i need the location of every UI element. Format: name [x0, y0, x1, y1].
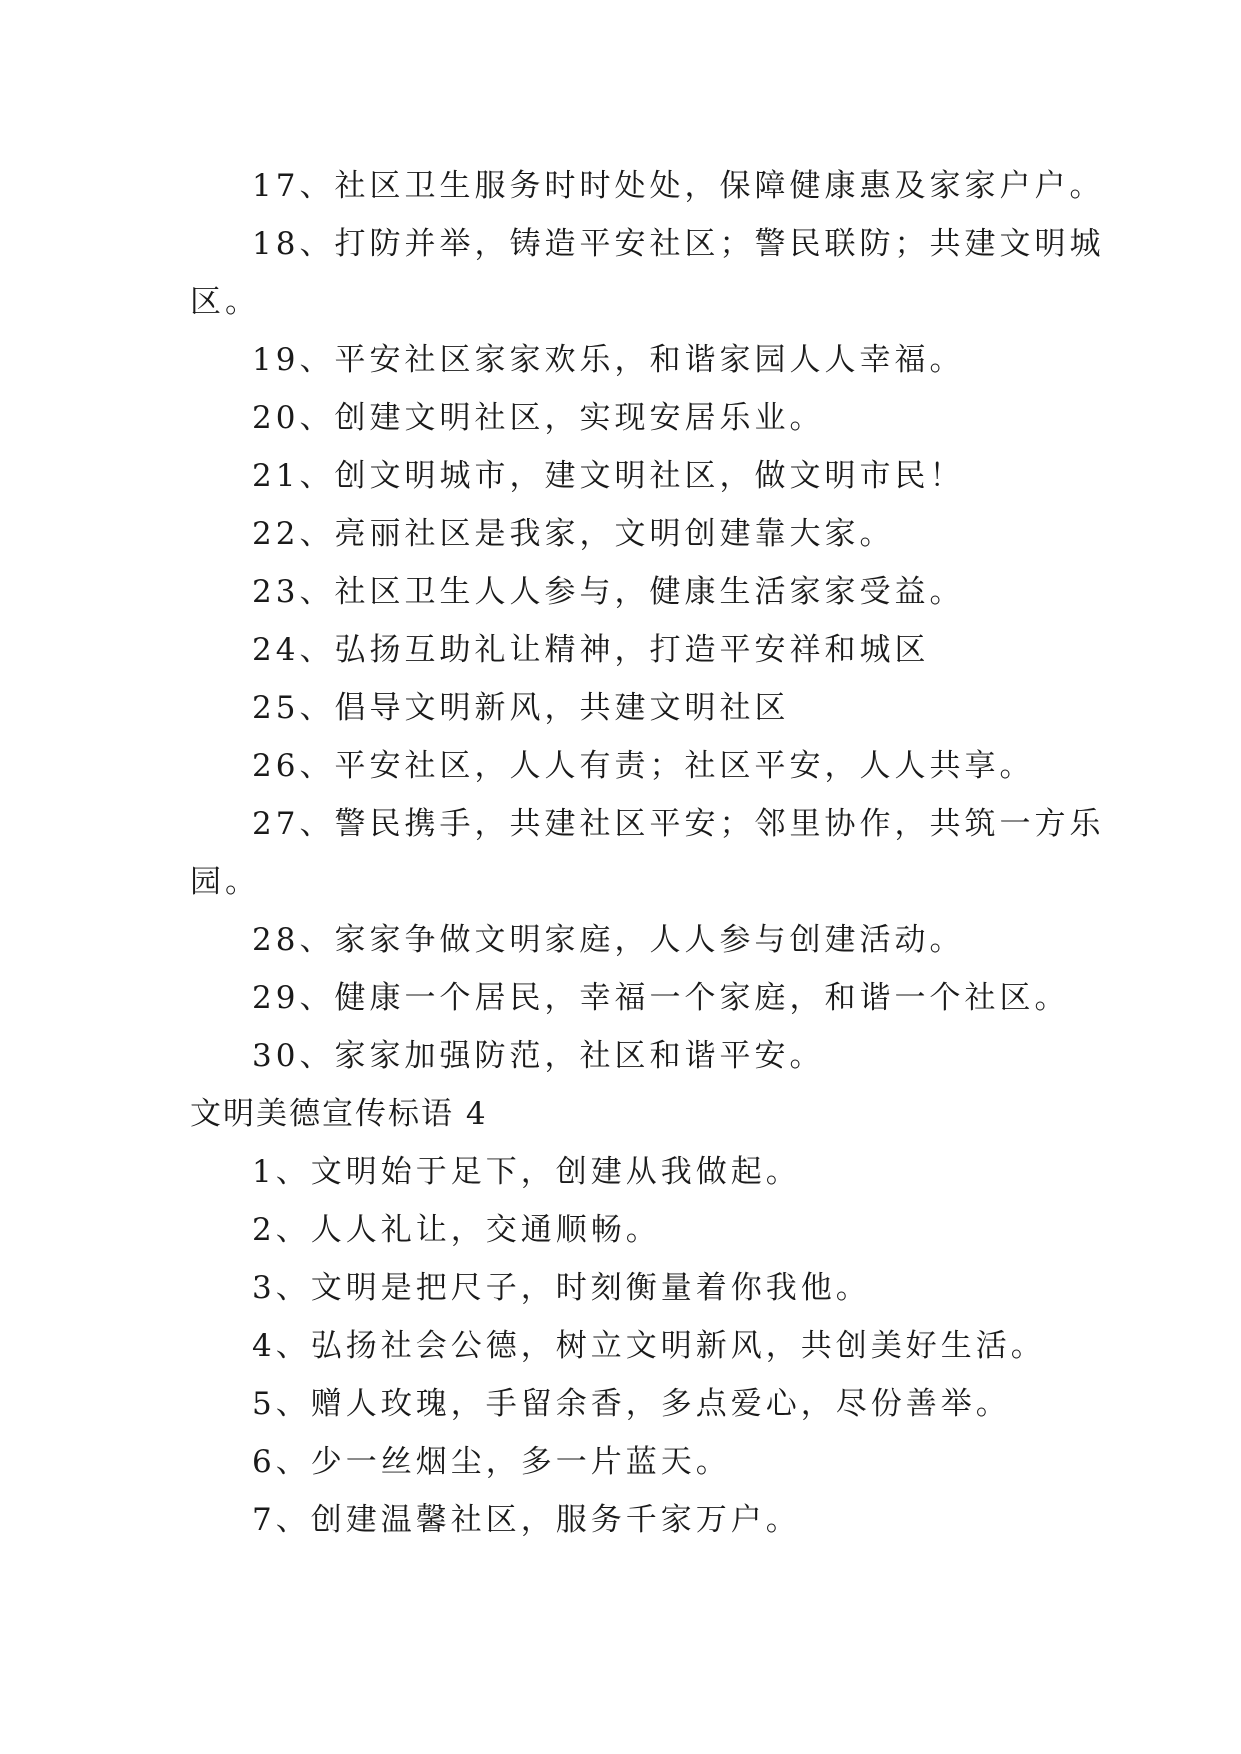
section-heading: 文明美德宣传标语 4 [190, 1096, 488, 1132]
slogan-7: 7、创建温馨社区，服务千家万户。 [252, 1502, 801, 1538]
slogan-26: 26、平安社区，人人有责；社区平安，人人共享。 [252, 748, 1035, 784]
slogan-27-continuation: 园。 [190, 864, 260, 900]
slogan-23: 23、社区卫生人人参与，健康生活家家受益。 [252, 574, 965, 610]
slogan-6: 6、少一丝烟尘，多一片蓝天。 [252, 1444, 731, 1480]
slogan-24: 24、弘扬互助礼让精神，打造平安祥和城区 [252, 632, 930, 668]
slogan-18: 18、打防并举，铸造平安社区；警民联防；共建文明城 [252, 226, 1105, 262]
slogan-21: 21、创文明城市，建文明社区，做文明市民！ [252, 458, 965, 494]
slogan-2: 2、人人礼让，交通顺畅。 [252, 1212, 661, 1248]
slogan-29: 29、健康一个居民，幸福一个家庭，和谐一个社区。 [252, 980, 1070, 1016]
slogan-30: 30、家家加强防范，社区和谐平安。 [252, 1038, 825, 1074]
slogan-4: 4、弘扬社会公德，树立文明新风，共创美好生活。 [252, 1328, 1046, 1364]
slogan-17: 17、社区卫生服务时时处处，保障健康惠及家家户户。 [252, 168, 1105, 204]
slogan-19: 19、平安社区家家欢乐，和谐家园人人幸福。 [252, 342, 965, 378]
slogan-22: 22、亮丽社区是我家，文明创建靠大家。 [252, 516, 895, 552]
slogan-20: 20、创建文明社区，实现安居乐业。 [252, 400, 825, 436]
slogan-3: 3、文明是把尺子，时刻衡量着你我他。 [252, 1270, 871, 1306]
slogan-25: 25、倡导文明新风，共建文明社区 [252, 690, 790, 726]
slogan-27: 27、警民携手，共建社区平安；邻里协作，共筑一方乐 [252, 806, 1105, 842]
slogan-18-continuation: 区。 [190, 284, 260, 320]
slogan-5: 5、赠人玫瑰，手留余香，多点爱心，尽份善举。 [252, 1386, 1011, 1422]
slogan-1: 1、文明始于足下，创建从我做起。 [252, 1154, 801, 1190]
slogan-28: 28、家家争做文明家庭，人人参与创建活动。 [252, 922, 965, 958]
